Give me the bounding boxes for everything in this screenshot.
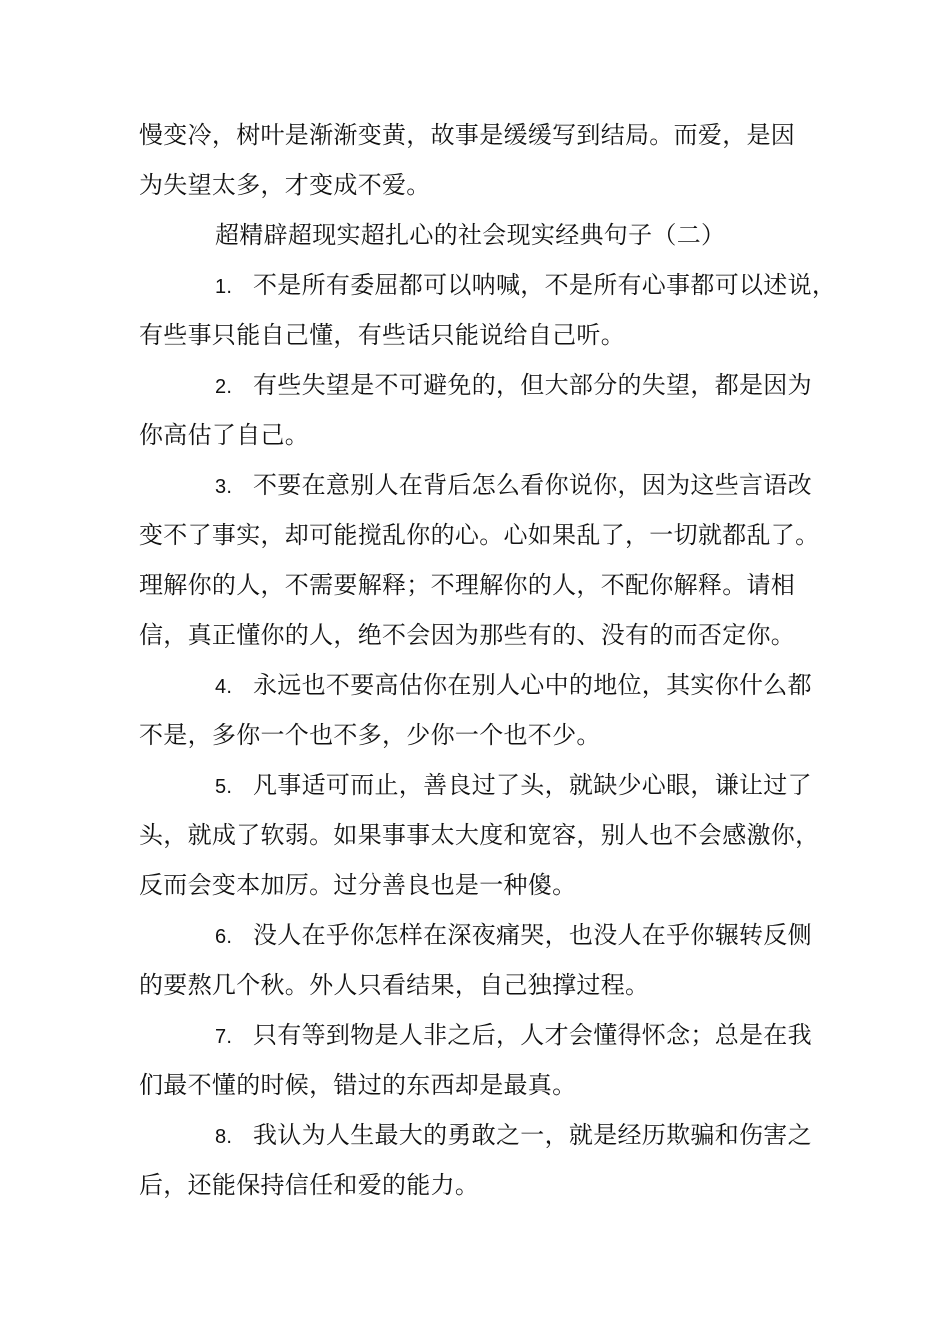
- list-item-first-line: [215, 370, 812, 402]
- item-text: 永远也不要高估你在别人心中的地位，其实你什么都: [253, 671, 812, 699]
- item-text: 头，就成了软弱。如果事事太大度和宽容，别人也不会感激你，: [139, 821, 820, 849]
- item-text: 不是，多你一个也不多，少你一个也不少。: [139, 721, 601, 749]
- item-text: 有些失望是不可避免的，但大部分的失望，都是因为: [253, 371, 812, 399]
- item-text: 反而会变本加厉。过分善良也是一种傻。: [139, 871, 577, 899]
- item-text: 凡事适可而止，善良过了头，就缺少心眼，谦让过了: [253, 771, 812, 799]
- item-text: 你高估了自己。: [139, 421, 310, 449]
- list-item-first-line: [215, 270, 836, 302]
- item-number: 4.: [215, 676, 233, 698]
- item-text: 没人在乎你怎样在深夜痛哭，也没人在乎你辗转反侧: [253, 921, 812, 949]
- item-number: 3.: [215, 476, 233, 498]
- item-text: 我认为人生最大的勇敢之一，就是经历欺骗和伤害之: [253, 1121, 812, 1149]
- intro-line: 慢变冷，树叶是渐渐变黄，故事是缓缓写到结局。而爱，是因: [139, 121, 796, 149]
- item-number: 1.: [215, 276, 233, 298]
- item-text: 们最不懂的时候，错过的东西却是最真。: [139, 1071, 577, 1099]
- item-text: 信，真正懂你的人，绝不会因为那些有的、没有的而否定你。: [139, 621, 796, 649]
- item-text: 只有等到物是人非之后，人才会懂得怀念；总是在我: [253, 1021, 812, 1049]
- item-text: 后，还能保持信任和爱的能力。: [139, 1171, 480, 1199]
- item-text: 的要熬几个秋。外人只看结果，自己独撑过程。: [139, 971, 650, 999]
- item-number: 7.: [215, 1026, 233, 1048]
- list-item-first-line: [215, 1120, 812, 1152]
- item-text: 不是所有委屈都可以呐喊，不是所有心事都可以述说，: [253, 271, 837, 299]
- list-item-first-line: [215, 470, 812, 502]
- item-text: 有些事只能自己懂，有些话只能说给自己听。: [139, 321, 625, 349]
- item-number: 5.: [215, 776, 233, 798]
- intro-line: 为失望太多，才变成不爱。: [139, 171, 431, 199]
- item-text: 变不了事实，却可能搅乱你的心。心如果乱了，一切就都乱了。: [139, 521, 820, 549]
- list-item-first-line: [215, 670, 812, 702]
- list-item-first-line: [215, 1020, 812, 1052]
- item-number: 8.: [215, 1126, 233, 1148]
- list-item-first-line: [215, 770, 812, 802]
- section-heading: 超精辟超现实超扎心的社会现实经典句子（二）: [215, 221, 726, 249]
- list-item-first-line: [215, 920, 812, 952]
- item-number: 2.: [215, 376, 233, 398]
- item-text: 理解你的人，不需要解释；不理解你的人，不配你解释。请相: [139, 571, 796, 599]
- item-text: 不要在意别人在背后怎么看你说你，因为这些言语改: [253, 471, 812, 499]
- item-number: 6.: [215, 926, 233, 948]
